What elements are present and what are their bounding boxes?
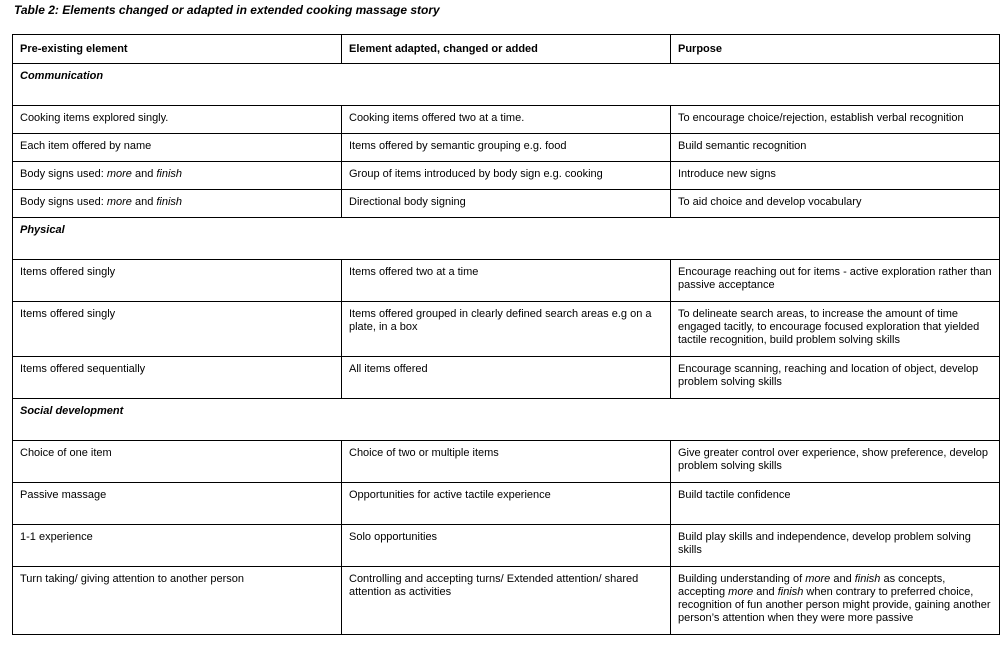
cell-purpose: Encourage reaching out for items - active exploration rather than passive acceptance xyxy=(671,260,1000,302)
table-row xyxy=(13,525,1000,567)
cell-text: Body signs used: xyxy=(20,196,107,208)
cell-purpose: Introduce new signs xyxy=(671,162,1000,190)
header-row xyxy=(13,35,1000,64)
cell-adapted: Cooking items offered two at a time. xyxy=(342,106,671,134)
emph-text: more xyxy=(805,573,831,585)
cell-adapted: Opportunities for active tactile experience xyxy=(342,483,671,525)
cell-pre-existing: Passive massage xyxy=(13,483,342,525)
emph-text: finish xyxy=(777,586,804,598)
section-title: Social development xyxy=(13,399,1000,441)
cell-purpose xyxy=(671,567,1000,635)
cell-pre-existing: Each item offered by name xyxy=(13,134,342,162)
table-row xyxy=(13,162,1000,190)
emph-text: finish xyxy=(854,573,881,585)
elements-table xyxy=(12,34,1000,635)
cell-purpose: To encourage choice/rejection, establish verbal recognition xyxy=(671,106,1000,134)
cell-pre-existing: Turn taking/ giving attention to another person xyxy=(13,567,342,635)
cell-pre-existing xyxy=(13,190,342,218)
section-row xyxy=(13,399,1000,441)
section-title: Physical xyxy=(13,218,1000,260)
cell-adapted: Controlling and accepting turns/ Extended attention/ shared attention as activities xyxy=(342,567,671,635)
cell-adapted: Group of items introduced by body sign e.g. cooking xyxy=(342,162,671,190)
header-purpose: Purpose xyxy=(671,35,1000,64)
section-row xyxy=(13,64,1000,106)
table-row xyxy=(13,441,1000,483)
table-row xyxy=(13,260,1000,302)
cell-adapted: Items offered by semantic grouping e.g. food xyxy=(342,134,671,162)
cell-text: as concepts, accepting xyxy=(678,573,946,598)
emph-text: more xyxy=(106,196,132,208)
cell-pre-existing xyxy=(13,162,342,190)
cell-pre-existing: Items offered singly xyxy=(13,302,342,357)
table-row xyxy=(13,302,1000,357)
cell-adapted: Directional body signing xyxy=(342,190,671,218)
table-row xyxy=(13,190,1000,218)
cell-adapted: All items offered xyxy=(342,357,671,399)
cell-adapted: Items offered two at a time xyxy=(342,260,671,302)
cell-purpose: Encourage scanning, reaching and location of object, develop problem solving skills xyxy=(671,357,1000,399)
section-row xyxy=(13,218,1000,260)
emph-text: more xyxy=(106,168,132,180)
emph-text: finish xyxy=(156,196,183,208)
cell-pre-existing: Choice of one item xyxy=(13,441,342,483)
cell-text: and xyxy=(753,586,778,598)
cell-text: Building understanding of xyxy=(678,573,806,585)
table-caption: Table 2: Elements changed or adapted in extended cooking massage story xyxy=(14,3,440,17)
cell-purpose: Build semantic recognition xyxy=(671,134,1000,162)
cell-purpose: Build play skills and independence, develop problem solving skills xyxy=(671,525,1000,567)
cell-purpose: Give greater control over experience, show preference, develop problem solving skills xyxy=(671,441,1000,483)
cell-text: when contrary to preferred choice, recognition of fun another person might provide, gaining another person’s attention when they were more passive xyxy=(678,586,991,624)
header-pre-existing: Pre-existing element xyxy=(13,35,342,64)
section-title: Communication xyxy=(13,64,1000,106)
cell-pre-existing: Cooking items explored singly. xyxy=(13,106,342,134)
cell-text: Body signs used: xyxy=(20,168,107,180)
cell-purpose: To delineate search areas, to increase the amount of time engaged tacitly, to encourage focused exploration that yielded tactile recognition, build problem solving skills xyxy=(671,302,1000,357)
cell-adapted: Choice of two or multiple items xyxy=(342,441,671,483)
cell-pre-existing: Items offered sequentially xyxy=(13,357,342,399)
cell-purpose: Build tactile confidence xyxy=(671,483,1000,525)
cell-text: and xyxy=(830,573,855,585)
table-row xyxy=(13,567,1000,635)
table-row xyxy=(13,357,1000,399)
emph-text: more xyxy=(728,586,754,598)
table-row xyxy=(13,483,1000,525)
header-adapted: Element adapted, changed or added xyxy=(342,35,671,64)
cell-pre-existing: 1-1 experience xyxy=(13,525,342,567)
cell-text: and xyxy=(131,196,157,208)
cell-purpose: To aid choice and develop vocabulary xyxy=(671,190,1000,218)
cell-pre-existing: Items offered singly xyxy=(13,260,342,302)
cell-adapted: Items offered grouped in clearly defined search areas e.g on a plate, in a box xyxy=(342,302,671,357)
cell-adapted: Solo opportunities xyxy=(342,525,671,567)
cell-text: and xyxy=(131,168,157,180)
emph-text: finish xyxy=(156,168,183,180)
table-row xyxy=(13,134,1000,162)
table-row xyxy=(13,106,1000,134)
